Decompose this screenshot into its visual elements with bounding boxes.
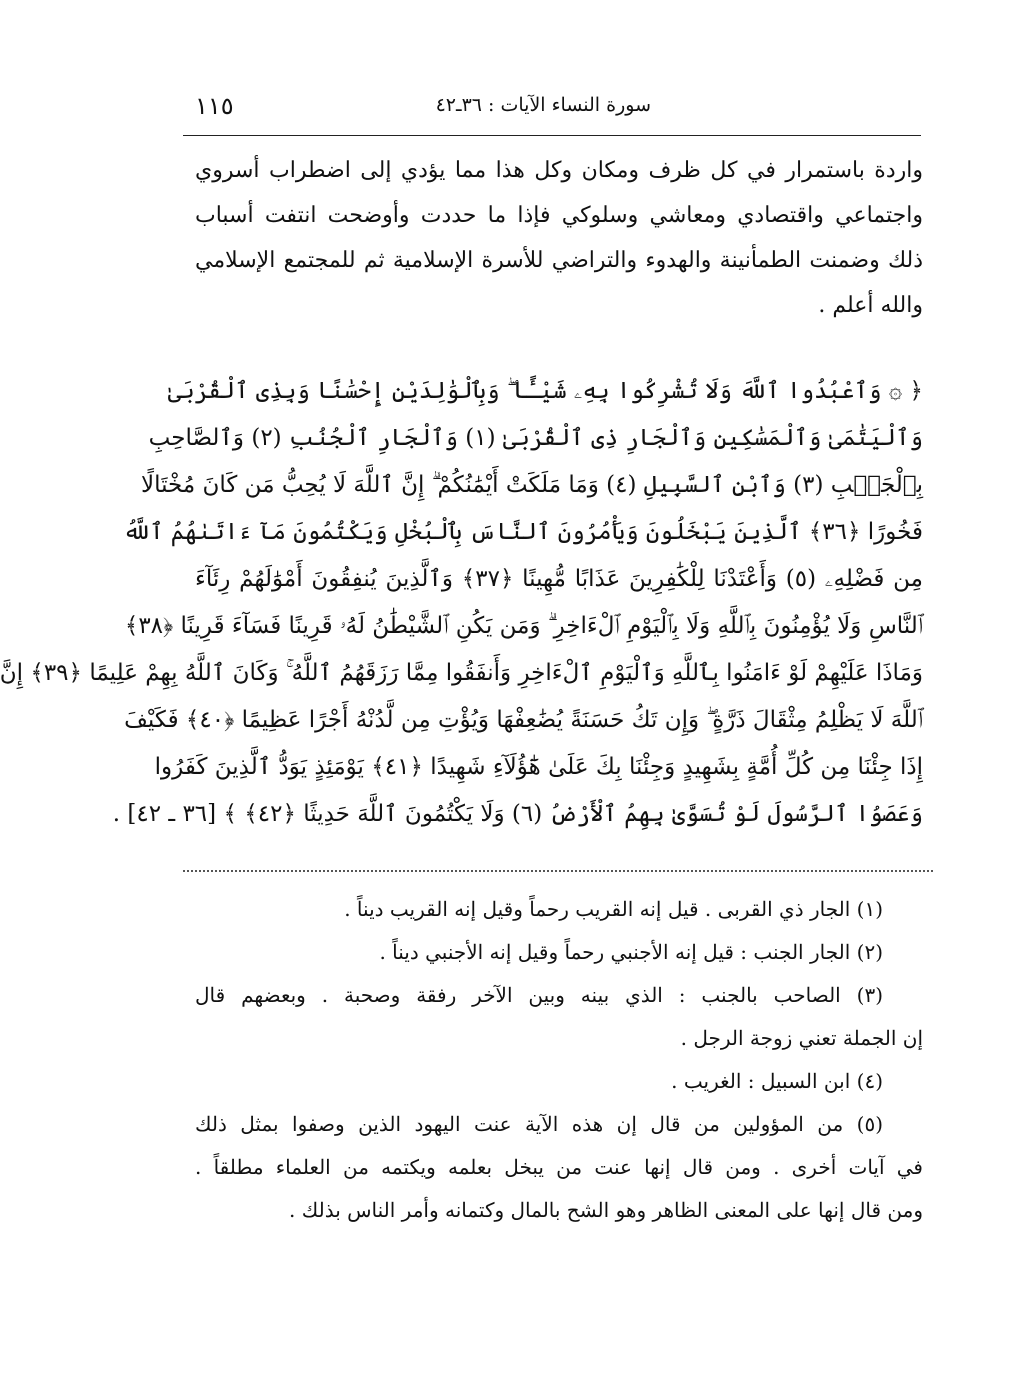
verse-line: إِذَا جِئْنَا مِن كُلِّ أُمَّةٍ بِشَهِيدٍ وَجِئْنَا بِكَ عَلَىٰ هَٰٓؤُلَآءِ شَهِيدًا ﴿٤١﴾ يَوْمَئِذٍ يَوَدُّ ٱلَّذِينَ كَفَرُوا	[154, 754, 923, 780]
footnote-5-continued: في آيات أخرى . ومن قال إنها عنت من يبخل بعلمه ويكتمه من العلماء مطلقاً .	[195, 1155, 923, 1179]
footnote-3-continued: إن الجملة تعني زوجة الرجل .	[680, 1026, 923, 1050]
header-divider	[183, 135, 921, 136]
footnote-divider	[183, 870, 933, 872]
intro-line: واردة باستمرار في كل ظرف ومكان وكل هذا مما يؤدي إلى اضطراب أسروي	[195, 158, 923, 183]
intro-paragraph	[195, 148, 923, 328]
footnote-2: (٢) الجار الجنب : قيل إنه الأجنبي رحماً وقيل إنه الأجنبي ديناً .	[379, 940, 883, 964]
intro-line: والله أعلم .	[818, 293, 923, 318]
footnote-3: (٣) الصاحب بالجنب : الذي بينه وبين الآخر رفقة وصحبة . وبعضهم قال	[195, 983, 883, 1007]
page-header	[183, 90, 921, 126]
verse-line: وَٱلْيَتَٰمَىٰ وَٱلْمَسَٰكِينِ وَٱلْجَارِ ذِى ٱلْقُرْبَىٰ (١) وَٱلْجَارِ ٱلْجُنُبِ (٢) وَٱلصَّاحِبِ	[148, 425, 923, 451]
footnote-1: (١) الجار ذي القربى . قيل إنه القريب رحماً وقيل إنه القريب ديناً .	[344, 897, 883, 921]
footnote-5-continued: ومن قال إنها على المعنى الظاهر وهو الشح بالمال وكتمانه وأمر الناس بذلك .	[289, 1198, 923, 1222]
quran-verse-block	[0, 368, 923, 838]
verse-line: وَعَصَوُا ٱلرَّسُولَ لَوْ تُسَوَّىٰ بِهِمُ ٱلْأَرْضُ (٦) وَلَا يَكْتُمُونَ ٱللَّهَ حَدِيثًا ﴿٤٢﴾ ﴾ [٣٦ ـ ٤٢] .	[112, 801, 923, 827]
intro-line: واجتماعي واقتصادي ومعاشي وسلوكي فإذا ما حددت وأوضحت انتفت أسباب	[195, 203, 923, 228]
verse-line: ٱلنَّاسِ وَلَا يُؤْمِنُونَ بِٱللَّهِ وَلَا بِٱلْيَوْمِ ٱلْءَاخِرِ ۗ وَمَن يَكُنِ ٱلشَّيْطَٰنُ لَهُۥ قَرِينًا فَسَآءَ قَرِينًا ﴿٣٨﴾	[124, 613, 923, 639]
verse-line: مِن فَضْلِهِۦ (٥) وَأَعْتَدْنَا لِلْكَٰفِرِينَ عَذَابًا مُّهِينًا ﴿٣٧﴾ وَٱلَّذِينَ يُنفِقُونَ أَمْوَٰلَهُمْ رِئَآءَ	[195, 566, 923, 592]
verse-line: ٱللَّهَ لَا يَظْلِمُ مِثْقَالَ ذَرَّةٍ ۖ وَإِن تَكُ حَسَنَةً يُضَٰعِفْهَا وَيُؤْتِ مِن لَّدُنْهُ أَجْرًا عَظِيمًا ﴿٤٠﴾ فَكَيْفَ	[124, 707, 923, 733]
intro-line: ذلك وضمنت الطمأنينة والهدوء والتراضي للأسرة الإسلامية ثم للمجتمع الإسلامي	[195, 248, 923, 273]
footnotes	[195, 888, 923, 1232]
verse-line: بِٱلْجَنۢبِ (٣) وَٱبْنِ ٱلسَّبِيلِ (٤) وَمَا مَلَكَتْ أَيْمَٰنُكُمْ ۗ إِنَّ ٱللَّهَ لَا يُحِبُّ مَن كَانَ مُخْتَالًا	[140, 472, 923, 498]
page-number: ١١٥	[195, 92, 234, 120]
footnote-5: (٥) من المؤولين من قال إن هذه الآية عنت اليهود الذين وصفوا بمثل ذلك	[195, 1112, 883, 1136]
verse-line: فَخُورًا ﴿٣٦﴾ ٱلَّذِينَ يَبْخَلُونَ وَيَأْمُرُونَ ٱلنَّاسَ بِٱلْبُخْلِ وَيَكْتُمُونَ مَآ ءَاتَىٰهُمُ ٱللَّهُ	[123, 519, 923, 545]
verse-line: وَمَاذَا عَلَيْهِمْ لَوْ ءَامَنُوا بِٱللَّهِ وَٱلْيَوْمِ ٱلْءَاخِرِ وَأَنفَقُوا مِمَّا رَزَقَهُمُ ٱللَّهُ ۚ وَكَانَ ٱللَّهُ بِهِمْ عَلِيمًا ﴿٣٩﴾ إِنَّ	[0, 660, 923, 686]
verse-line: ﴿ ۞ وَٱعْبُدُوا ٱللَّهَ وَلَا تُشْرِكُوا بِهِۦ شَيْـًٔا ۖ وَبِٱلْوَٰلِدَيْنِ إِحْسَٰنًا وَبِذِى ٱلْقُرْبَىٰ	[167, 378, 923, 404]
running-title: سورة النساء الآيات : ٣٦ـ٤٢	[435, 94, 651, 116]
footnote-4: (٤) ابن السبيل : الغريب .	[671, 1069, 883, 1093]
